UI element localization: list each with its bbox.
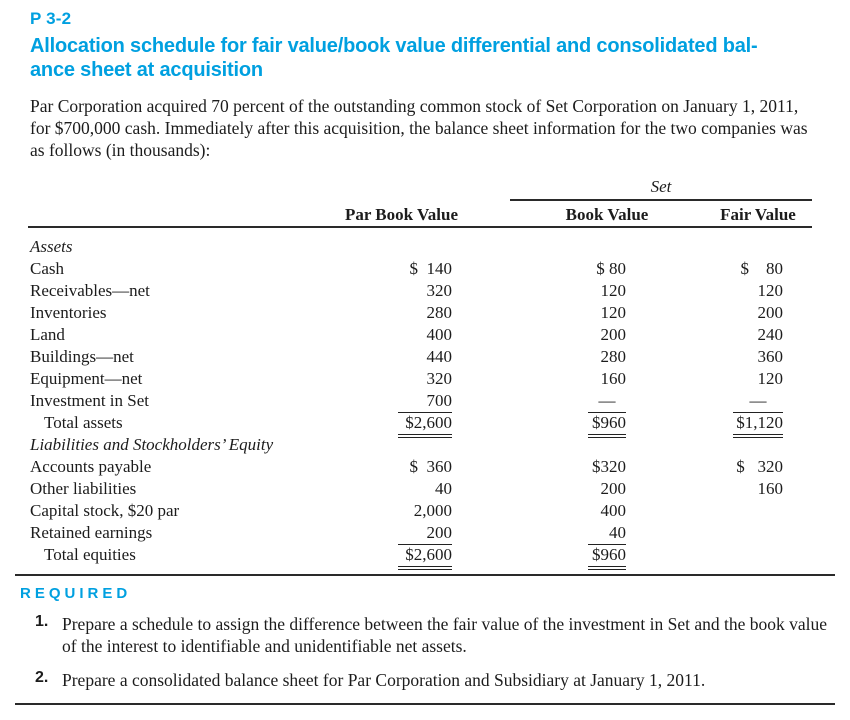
cell-value: 200 xyxy=(757,303,783,322)
cell-set-fair-value xyxy=(733,303,783,323)
row-label: Other liabilities xyxy=(30,479,137,498)
cell-value: $ 80 xyxy=(740,259,783,278)
cell-par-book-value xyxy=(398,391,452,413)
row-label: Receivables—net xyxy=(30,281,150,300)
cell-value: 160 xyxy=(757,479,783,498)
required-item-text: Prepare a consolidated balance sheet for Par Corporation and Subsidiary at January 1, 2011. xyxy=(62,670,706,690)
cell-value: 120 xyxy=(600,281,626,300)
column-header-fair-value: Fair Value xyxy=(720,205,796,224)
cell-value: $ 320 xyxy=(736,457,783,476)
cell-set-book-value xyxy=(588,479,626,499)
cell-value: — xyxy=(733,391,783,413)
cell-set-book-value xyxy=(588,325,626,345)
cell-par-book-value xyxy=(398,369,452,389)
cell-set-book-value xyxy=(588,281,626,301)
table-row xyxy=(28,545,812,567)
section-heading: Assets xyxy=(30,237,73,256)
row-label: Buildings—net xyxy=(30,347,134,366)
cell-set-book-value xyxy=(588,259,626,279)
cell-value: 120 xyxy=(757,281,783,300)
problem-number: P 3-2 xyxy=(30,9,72,28)
problem-title xyxy=(30,34,850,82)
table-row xyxy=(28,523,812,545)
cell-value: 120 xyxy=(600,303,626,322)
table-row xyxy=(28,325,812,347)
row-label: Inventories xyxy=(30,303,107,322)
table-row xyxy=(28,303,812,325)
row-label: Land xyxy=(30,325,65,344)
intro-paragraph: Par Corporation acquired 70 percent of the outstanding common stock of Set Corporation on January 1, 2011, for $700,000 cash. Immediately after this acquisition, the balance sheet information for the two companies was as follows (in thousands): xyxy=(30,96,808,160)
cell-set-book-value xyxy=(588,303,626,323)
cell-set-book-value xyxy=(588,501,626,521)
cell-value: 440 xyxy=(426,347,452,366)
cell-value: $960 xyxy=(588,413,626,438)
required-item xyxy=(35,669,815,691)
table-row xyxy=(28,457,812,479)
table-row xyxy=(28,501,812,523)
required-item-text: Prepare a schedule to assign the difference between the fair value of the investment in Set and the book value of the interest to identifiable and unidentifiable net assets. xyxy=(62,614,828,656)
required-item xyxy=(35,613,828,657)
cell-value: $ 140 xyxy=(409,259,452,278)
table-row xyxy=(28,281,812,303)
cell-set-book-value xyxy=(588,457,626,477)
cell-set-book-value xyxy=(588,369,626,389)
cell-value: $ 80 xyxy=(596,259,626,278)
cell-value: 700 xyxy=(398,391,452,413)
section-heading-row xyxy=(28,237,812,259)
table-row xyxy=(28,413,812,435)
cell-value: 160 xyxy=(600,369,626,388)
table-row xyxy=(28,479,812,501)
cell-value: 400 xyxy=(426,325,452,344)
cell-set-fair-value xyxy=(733,325,783,345)
cell-value: 400 xyxy=(600,501,626,520)
cell-set-fair-value xyxy=(733,369,783,389)
cell-set-book-value xyxy=(588,545,626,570)
cell-set-book-value xyxy=(588,347,626,367)
cell-par-book-value xyxy=(398,325,452,345)
required-item-number: 1. xyxy=(35,613,49,630)
cell-set-fair-value xyxy=(733,281,783,301)
cell-value: 280 xyxy=(426,303,452,322)
cell-value: 240 xyxy=(757,325,783,344)
required-heading: REQUIRED xyxy=(20,585,132,602)
cell-value: 320 xyxy=(426,281,452,300)
cell-value: 200 xyxy=(600,479,626,498)
cell-par-book-value xyxy=(398,479,452,499)
cell-value: 2,000 xyxy=(413,501,452,520)
cell-value: 200 xyxy=(600,325,626,344)
cell-set-book-value xyxy=(588,391,626,413)
table-row xyxy=(28,347,812,369)
cell-value: 280 xyxy=(600,347,626,366)
cell-set-fair-value xyxy=(733,391,783,413)
cell-par-book-value xyxy=(398,457,452,477)
cell-value: $ 360 xyxy=(409,457,452,476)
row-label: Total assets xyxy=(44,413,123,432)
column-header-par-book-value: Par Book Value xyxy=(344,205,458,224)
cell-value: $2,600 xyxy=(398,545,452,570)
cell-par-book-value xyxy=(398,303,452,323)
row-label: Capital stock, $20 par xyxy=(30,501,180,520)
row-label: Accounts payable xyxy=(30,457,152,476)
cell-value: 40 xyxy=(435,479,452,498)
cell-value: $320 xyxy=(592,457,626,476)
cell-set-fair-value xyxy=(733,479,783,499)
group-header-set: Set xyxy=(510,177,812,201)
cell-value: 120 xyxy=(757,369,783,388)
divider-rule xyxy=(15,703,835,705)
row-label: Total equities xyxy=(44,545,136,564)
cell-par-book-value xyxy=(398,259,452,279)
section-heading-row xyxy=(28,435,812,457)
required-item-number: 2. xyxy=(35,669,49,686)
divider-rule xyxy=(15,574,835,576)
cell-set-book-value xyxy=(588,523,626,545)
table-body xyxy=(28,228,812,567)
cell-set-fair-value xyxy=(733,347,783,367)
cell-value: 200 xyxy=(398,523,452,545)
cell-set-fair-value xyxy=(733,259,783,279)
row-label: Equipment—net xyxy=(30,369,143,388)
cell-value: $960 xyxy=(588,545,626,570)
cell-value: $1,120 xyxy=(733,413,783,438)
cell-par-book-value xyxy=(398,281,452,301)
table-row xyxy=(28,259,812,281)
row-label: Cash xyxy=(30,259,64,278)
cell-value: — xyxy=(588,391,626,413)
table-row xyxy=(28,369,812,391)
section-heading: Liabilities and Stockholders’ Equity xyxy=(30,435,274,454)
column-header-book-value: Book Value xyxy=(565,205,649,224)
cell-par-book-value xyxy=(398,501,452,521)
row-label: Investment in Set xyxy=(30,391,149,410)
table-row xyxy=(28,391,812,413)
table-column-headers xyxy=(28,202,812,228)
problem-title-line2: ance sheet at acquisition xyxy=(30,59,263,81)
row-label: Retained earnings xyxy=(30,523,153,542)
table-group-header-row xyxy=(28,177,812,202)
cell-set-fair-value xyxy=(733,457,783,477)
cell-value: 40 xyxy=(588,523,626,545)
problem-title-line1: Allocation schedule for fair value/book value differential and consolidated bal- xyxy=(30,35,758,57)
cell-par-book-value xyxy=(398,347,452,367)
cell-par-book-value xyxy=(398,545,452,570)
cell-value: 320 xyxy=(426,369,452,388)
cell-par-book-value xyxy=(398,523,452,545)
cell-value: $2,600 xyxy=(398,413,452,438)
balance-sheet-table xyxy=(28,177,812,567)
cell-value: 360 xyxy=(757,347,783,366)
